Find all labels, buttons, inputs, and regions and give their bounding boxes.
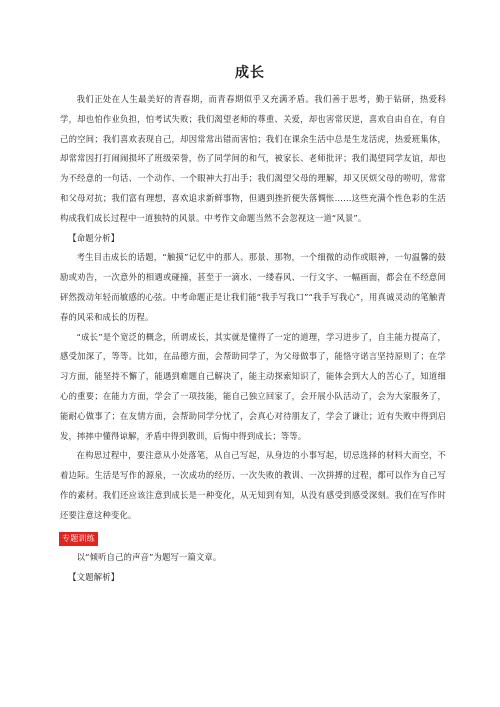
section-badge: 专题训练: [59, 532, 98, 546]
heading-analysis-2: 【文题解析】: [68, 572, 120, 583]
heading-analysis: 【命题分析】: [68, 232, 120, 243]
paragraph-analysis-2: “成长”是个宽泛的概念，所谓成长，其实就是懂得了一定的道理，学习进步了，自主能力提高了，感受加深了，等等。比如，在品德方面，会帮助同学了，为父母做事了，能恪守诺言坚持原则了；在学习方面，能坚持不懈了，能遇到难题自己解决了，能主动探索知识了，能体会到大人的苦心了，知道细心的重要；在能力方面，学会了一项技能，能自己独立回家了，会开展小队活动了，会为大家服务了，能耐心做事了；在友情方面，会帮助同学分忧了，会真心对待朋友了，学会了谦让；近有失败中得到启发，摔摔中懂得谅解，矛盾中得到教训，后悔中得到成长；等等。: [60, 331, 446, 441]
paragraph-task: 以“倾听自己的声音”为题写一篇文章。: [76, 552, 222, 563]
paragraph-intro: 我们正处在人生最美好的青春期，而青春期似乎又充满矛盾。我们善于思考，勤于钻研，热爱科学，却也怕作业负担，怕考试失败；我们渴望老师的尊重、关爱，却也害常厌逆，喜欢自由自在，有自己的空间；我们喜欢表现自己，却因常常出错而害怕；我们在课余生活中总是生龙活虎，热爱班集体，却常常因打打闹闹损坏了班级荣誉，伤了同学间的和气，被家长、老师批评；我们渴望同学友谊，却也为不经意的一句话、一个动作、一个眼神大打出手；我们渴望父母的理解，却又厌烦父母的唠叨，常常和父母对抗；我们富有理想，喜欢追求新鲜事物，但遇到挫折便失落惆怅……这些充满个性色彩的生活构成我们成长过程中一道独特的风景。中考作文命题当然不会忽视这一道“风景”。: [60, 94, 446, 223]
badge-row: [60, 529, 446, 549]
paragraph-analysis-1: 考生目击成长的话题，“触摸”记忆中的那人、那景、那物，一个细微的动作或眼神，一句温馨的鼓励或劝告，一次意外的相遇或碰撞，甚至于一滴水、一缕春风、一行文字、一幅画面，都会在不经意间砰然拨动年轻而敏感的心弦。中考命题正是让我们能“我手写我口”“我手写我心”，用真诚灵动的笔触青春的风采和成长的历程。: [60, 252, 446, 322]
document-title: 成长: [235, 65, 265, 81]
paragraph-analysis-3: 在构思过程中，要注意从小处落笔，从自己写起，从身边的小事写起，切忌选择的材料大而空，不着边际。生活是写作的源泉，一次成功的经历、一次失败的教训、一次拼搏的过程，都可以作为自己写作的素材。我们还应该注意到成长是一种变化，从无知到有知，从没有感受到感受深刻。我们在写作时还要注意这种变化。: [60, 450, 446, 520]
document-body: [60, 90, 446, 588]
